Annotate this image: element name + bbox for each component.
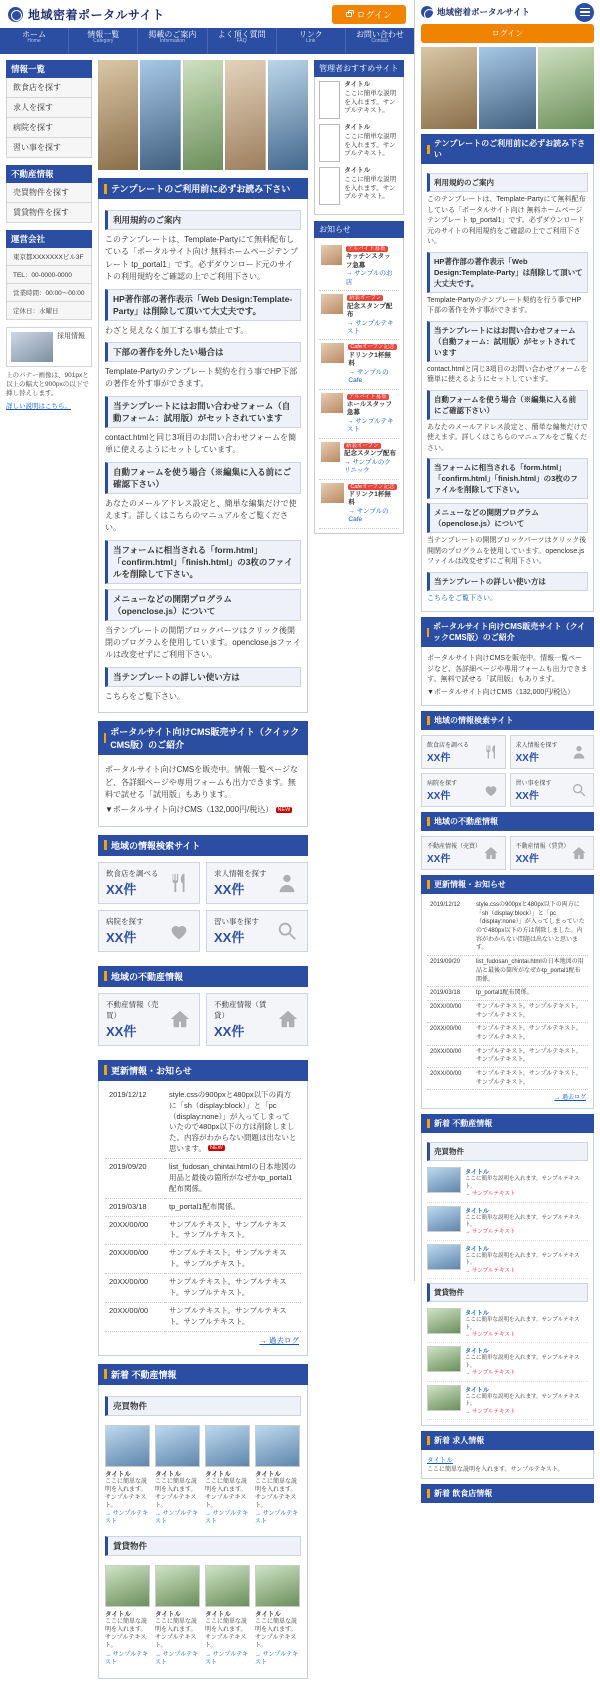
list-item[interactable]: 新装オープン 記念スタンプ配布 → サンプルテキスト [319,291,399,340]
estate-photo [205,1565,250,1607]
person-icon [570,744,588,760]
sidebar [6,60,92,1679]
site-title: 地域密着ポータルサイト [28,7,165,22]
mobile-rent-label: 賃貸物件 [427,1283,588,1302]
new-estate-rent-label: 賃貸物件 [105,1536,301,1556]
sidebar-company-head: 運営会社 [6,230,92,248]
mobile-news-table [427,899,588,1090]
intro-menu-text: 当テンプレートの開閉ブロックパーツはクリック後開閉のプログラムを使用しています。openclose.jsファイルは改変せずにご利用下さい。 [105,625,301,660]
table-row[interactable]: 20XX/00/00 サンプルテキスト。サンプルテキスト。サンプルテキスト。 [427,1068,588,1090]
mobile-terms-text: このテンプレートは、Template-Partyにて無料配布している「ポータルサイト向け 無料ホームページテンプレート tp_portal1」です。必ずダウンロード元のサイトの利用規約をご確認の上でご利用下さい。 [427,196,586,245]
house-icon [276,1008,300,1030]
table-row[interactable]: 2019/03/18 tp_portal1配布関係。 [427,987,588,1001]
main-navigation[interactable] [0,28,414,54]
list-item[interactable]: タイトル ここに簡単な説明を入れます。サンプルテキスト。 → サンプルテキスト [105,1565,150,1667]
cms-badge: NEW [277,807,291,814]
notice-thumbnail [321,442,340,462]
recommended-box [314,77,404,215]
card-lessons[interactable]: 習い事を探す XX件 [206,910,308,952]
estate-photo [105,1425,150,1467]
heart-icon [166,920,192,942]
estate-photo [427,1206,461,1232]
globe-icon [8,7,23,22]
search-card-grid [98,856,308,958]
intro-heading: テンプレートのご利用前に必ずお読み下さい [98,178,308,199]
nav-item-faq[interactable]: よく頂く質問 FAQ [208,28,277,54]
estate-photo [427,1385,461,1411]
job-title[interactable]: タイトル [427,1456,453,1464]
magnifier-icon [570,782,588,798]
intro-more-subhead: 当テンプレートの詳しい使い方は [105,667,301,687]
accent-tick [104,733,106,743]
estate-photo [255,1425,300,1467]
intro-nocopy-text: Template-Partyのテンプレート契約を行う事でHP下部の著作を外す事ができます。 [105,366,298,389]
intro-terms-text: このテンプレートは、Template-Partyにて無料配布している「ポータルサイト向け 無料ホームページテンプレート tp_portal1」です。必ずダウンロード元のサイトの利用規約をご確認の上でご利用下さい。 [105,235,299,282]
mobile-menu-subhead: メニューなどの開閉プログラム（openclose.js）について [427,503,588,533]
notice-head: お知らせ [314,221,404,238]
estate-photo [427,1346,461,1372]
sidebar-item-jobs[interactable]: 求人を探す [6,98,92,118]
mobile-login-button[interactable]: ログイン [421,24,594,43]
cms-panel [98,755,308,827]
table-row[interactable]: 2019/09/20 list_fudosan_chintai.htmlの日本地図の用品と最後の箇所がなぜかtp_portal1配布関係。 [427,956,588,987]
intro-copyright-subhead: HP著作部の著作表示「Web Design:Template-Party」は削除して頂いて大丈夫です。 [105,289,301,321]
list-item[interactable]: タイトル ここに簡単な説明を入れます。サンプルテキスト。 → サンプルテキスト [155,1425,200,1527]
intro-form-subhead: 当テンプレートにはお問い合わせフォーム（自動フォーム：試用版）がセットされています [105,396,301,428]
mobile-search-heading: 地域の情報検索サイト [421,711,594,730]
hero-image-2 [140,60,180,170]
recruit-link[interactable]: 詳しい説明はこちら。 [6,403,71,411]
accent-tick [427,628,429,637]
company-holiday: 定休日：水曜日 [6,302,92,320]
intro-menu-subhead: メニューなどの開閉プログラム（openclose.js）について [105,589,301,621]
card-jobs[interactable]: 求人情報を探す XX件 [510,735,595,769]
sidebar-item-lessons[interactable]: 習い事を探す [6,138,92,158]
mobile-menu-text: 当テンプレートの開閉ブロックパーツはクリック後開閉のプログラムを使用しています。openclose.jsファイルは改変せずにご利用下さい。 [427,537,587,565]
sidebar-item-hospital[interactable]: 病院を探す [6,118,92,138]
mobile-estate-cards [421,836,594,870]
estate-photo [205,1425,250,1467]
cms-heading: ポータルサイト向けCMS販売サイト（クイックCMS版）のご紹介 [98,721,308,755]
mobile-intro-heading: テンプレートのご利用前に必ずお読み下さい [421,134,594,164]
mobile-more-text[interactable]: こちらをご覧下さい。 [427,594,497,602]
hero-image-5 [268,60,308,170]
news-table [105,1087,301,1332]
list-item[interactable]: タイトル ここに簡単な説明を入れます。サンプルテキスト。 → サンプルテキスト [205,1565,250,1667]
mobile-news-panel [421,894,594,1109]
site-thumbnail [319,81,340,119]
estate-photo [105,1565,150,1607]
intro-threefiles-subhead: 当フォームに相当される「form.html」「confirm.html」「finish.html」の3枚のファイルを削除して下さい。 [105,540,301,584]
list-item[interactable]: タイトル ここに簡単な説明を入れます。サンプルテキスト。 → サンプルテキスト [205,1425,250,1527]
mobile-form-text: contact.htmlと同じ3項目のお問い合わせフォームを簡単に使えるようにセットしています。 [427,365,588,383]
notice-thumbnail [321,483,344,503]
list-item[interactable]: タイトル ここに簡単な説明を入れます。サンプルテキスト。 → サンプルテキスト [427,1164,588,1202]
new-estate-sale-label: 売買物件 [105,1396,301,1416]
mobile-cms-panel [421,647,594,706]
mobile-threefiles-subhead: 当フォームに相当される「form.html」「confirm.html」「finish.html」の3枚のファイルを削除して下さい。 [427,458,588,499]
list-item[interactable]: タイトル ここに簡単な説明を入れます。サンプルテキスト。 → サンプルテキスト [427,1343,588,1381]
new-badge: NEW [210,1145,223,1152]
page-body [0,54,414,1685]
recommended-head: 管理者おすすめサイト [314,60,404,77]
mobile-news-heading: 更新情報・お知らせ [421,875,594,894]
new-estate-panel [98,1385,308,1679]
card-restaurant[interactable]: 飲食店を調べる XX件 [421,735,506,769]
login-button[interactable] [332,5,406,24]
hero-image-1 [98,60,138,170]
hero-image-1 [421,47,477,129]
list-item[interactable]: アルバイト募集 キッチンスタッフ急募 → サンプルのお店 [319,242,399,291]
fork-knife-icon [166,872,192,894]
sidebar-estate-head: 不動産情報 [6,165,92,183]
hero-image-3 [183,60,223,170]
accent-tick [104,971,107,981]
notice-box [314,238,404,534]
mobile-logo[interactable] [421,6,530,18]
card-estate-sale[interactable]: 不動産情報（売買） XX件 [98,993,200,1046]
table-row[interactable]: 20XX/00/00 サンプルテキスト。サンプルテキスト。サンプルテキスト。 [105,1274,301,1303]
person-icon [274,872,300,894]
table-row[interactable]: 20XX/00/00 サンプルテキスト。サンプルテキスト。サンプルテキスト。 [427,1023,588,1045]
mobile-header [415,0,600,24]
mobile-intro-panel [421,164,594,612]
hero-image-3 [538,47,594,129]
search-section-heading: 地域の情報検索サイト [98,835,308,856]
list-item[interactable]: タイトル ここに簡単な説明を入れます。サンプルテキスト。 → サンプルテキスト [255,1425,300,1527]
news-panel [98,1081,308,1356]
news-heading: 更新情報・お知らせ [98,1060,308,1081]
mobile-search-cards [421,735,594,807]
company-hours: 営業時間：00:00～00:00 [6,284,92,302]
table-row[interactable]: 2019/03/18 tp_portal1配布関係。 [105,1198,301,1216]
mobile-preview [415,0,600,1498]
estate-photo [427,1244,461,1270]
table-row[interactable]: 20XX/00/00 サンプルテキスト。サンプルテキスト。サンプルテキスト。 [105,1302,301,1331]
recruit-banner[interactable] [6,327,92,367]
mobile-new-estate-panel [421,1133,594,1426]
table-row[interactable]: 20XX/00/00 サンプルテキスト。サンプルテキスト。サンプルテキスト。 [105,1216,301,1245]
accent-tick [104,1369,107,1379]
accent-tick [427,716,430,725]
login-label: ログイン [356,9,392,20]
card-estate-rent[interactable]: 不動産情報（賃貸） XX件 [510,836,595,870]
estate-photo [427,1308,461,1334]
mobile-new-jobs-heading: 新着 求人情報 [421,1431,594,1450]
accent-tick [427,1436,430,1445]
list-item[interactable]: タイトル ここに簡単な説明を入れます。サンプルテキスト。 → サンプルテキスト [427,1203,588,1241]
company-address: 東京都XXXXXXXビル3F [6,248,92,266]
sidebar-estate-block [6,165,92,223]
recruit-thumbnail [11,332,53,362]
list-item[interactable]: タイトル ここに簡単な説明を入れます。サンプルテキスト。 → サンプルテキスト [427,1305,588,1343]
sidebar-info-head: 情報一覧 [6,60,92,78]
list-item[interactable]: タイトル ここに簡単な説明を入れます。サンプルテキスト。 → サンプルテキスト [427,1382,588,1420]
site-thumbnail [319,167,340,205]
new-estate-heading: 新着 不動産情報 [98,1364,308,1385]
mobile-more-subhead: 当テンプレートの詳しい使い方は [427,572,588,591]
list-item[interactable]: Cafeオープン記念 ドリンク1杯無料 → サンプルのCafe [319,480,399,529]
mobile-autoform-text: あなたのメールアドレス設定と、簡単な編集だけで使えます。詳しくはこちらのマニュアルをご覧ください。 [427,423,588,452]
table-row[interactable]: 20XX/00/00 サンプルテキスト。サンプルテキスト。サンプルテキスト。 [427,1000,588,1022]
site-thumbnail [319,124,340,162]
estate-photo [255,1565,300,1607]
table-row[interactable]: 2019/12/12 style.cssの900pxと480px以下の両方に「sh（display:block）」と「pc（display:none）」が入ってしまっていたので480px以下の方は削除しました。内容がわからない問題は出ないと思います。 NEW [105,1087,301,1159]
list-item[interactable]: Cafeオープン記念 ドリンク1杯無料 → サンプルのCafe [319,340,399,389]
fork-knife-icon [482,744,500,760]
magnifier-icon [274,920,300,942]
intro-copyright-text: わざと見えなく加工する事も禁止です。 [105,325,249,335]
accent-tick [104,1065,107,1075]
sidebar-item-restaurant[interactable]: 飲食店を探す [6,78,92,98]
intro-form-text: contact.htmlと同じ3項目のお問い合わせフォームを簡単に使えるようにセットしています。 [105,432,297,455]
house-icon [168,1008,192,1030]
list-item[interactable]: タイトル ここに簡単な説明を入れます。サンプルテキスト。 → サンプルテキスト [255,1565,300,1667]
list-item[interactable]: 新装オープン 記念スタンプ配布 → サンプルのクリニック [319,439,399,480]
house-icon [570,845,588,861]
hero-image-4 [225,60,265,170]
intro-more-text[interactable]: こちらをご覧下さい。 [105,691,185,701]
accent-tick [427,145,430,154]
list-item[interactable]: アルバイト募集 ホールスタッフ急募 → サンプルテキスト [319,390,399,439]
hamburger-menu-icon[interactable] [575,3,594,22]
nav-item-home[interactable]: ホーム Home [0,28,69,54]
sidebar-item-sale[interactable]: 売買物件を探す [6,183,92,203]
accent-tick [427,880,430,889]
intro-panel [98,199,308,713]
cms-price-row [105,804,301,816]
mobile-new-jobs-panel [421,1450,594,1479]
list-item[interactable]: タイトル ここに簡単な説明を入れます。サンプルテキスト。 → サンプルテキスト [155,1565,200,1667]
hero-gallery [98,60,308,170]
notice-thumbnail [321,294,343,314]
list-item[interactable]: タイトル ここに簡単な説明を入れます。サンプルテキスト。 [319,124,399,162]
list-item[interactable]: タイトル ここに簡単な説明を入れます。サンプルテキスト。 → サンプルテキスト [105,1425,150,1527]
card-estate-rent[interactable]: 不動産情報（賃貸） XX件 [206,993,308,1046]
estate-rent-row [105,1560,301,1672]
estate-card-grid [98,987,308,1052]
right-column [314,60,404,1679]
mobile-estate-heading: 地域の不動産情報 [421,812,594,831]
list-item[interactable]: タイトル ここに簡単な説明を入れます。サンプルテキスト。 → サンプルテキスト [427,1241,588,1279]
house-icon [482,845,500,861]
intro-autoform-text: あなたのメールアドレス設定と、簡単な編集だけで使えます。詳しくはこちらのマニュアルをご覧ください。 [105,498,297,533]
list-item[interactable]: タイトル ここに簡単な説明を入れます。サンプルテキスト。 [319,167,399,205]
table-row[interactable]: 2019/09/20 list_fudosan_chintai.htmlの日本地図の用品と最後の箇所がなぜかtp_portal1配布関係。 [105,1159,301,1199]
site-header [0,0,414,28]
table-row[interactable]: 20XX/00/00 サンプルテキスト。サンプルテキスト。サンプルテキスト。 [105,1245,301,1274]
hero-image-2 [479,47,535,129]
nav-item-category[interactable]: 情報一覧 Category [69,28,138,54]
site-logo[interactable] [8,6,165,23]
mobile-nocopy-text: Template-Partyのテンプレート契約を行う事でHP下部の著作を外す事ができます。 [427,296,582,314]
card-restaurant[interactable]: 飲食店を調べる XX件 [98,862,200,904]
card-jobs[interactable]: 求人情報を探す XX件 [206,862,308,904]
estate-section-heading: 地域の不動産情報 [98,966,308,987]
mobile-cms-heading: ポータルサイト向けCMS販売サイト（クイックCMS版）のご紹介 [421,617,594,647]
card-lessons[interactable]: 習い事を探す XX件 [510,773,595,807]
accent-tick [104,184,107,194]
mobile-sale-label: 売買物件 [427,1142,588,1161]
mobile-new-estate-heading: 新着 不動産情報 [421,1114,594,1133]
mobile-form-subhead: 当テンプレートにはお問い合わせフォーム（自動フォーム：試用版）がセットされています [427,321,588,362]
accent-tick [427,817,430,826]
recruit-badge: 採用情報 [57,333,85,340]
estate-photo [155,1565,200,1607]
accent-tick [104,840,107,850]
intro-nocopy-subhead: 下部の著作を外したい場合は [105,342,301,362]
card-hospital[interactable]: 病院を探す XX件 [98,910,200,952]
intro-autoform-subhead: 自動フォームを使う場合（※編集に入る前にご確認下さい） [105,462,301,494]
notice-thumbnail [321,245,342,265]
nav-item-contact[interactable]: お問い合わせ Contact [355,30,404,45]
heart-icon [482,782,500,798]
accent-tick [427,1489,430,1498]
table-row[interactable]: 2019/12/12 style.cssの900pxと480px以下の両方に「sh（display:block）」と「pc（display:none）」が入ってしまっていたので480px以下の方は削除しました。内容がわからない問題は出ないと思います。 [427,899,588,956]
mobile-hero [421,47,594,129]
mobile-cms-text: ポータルサイト向けCMSを販売中。情報一覧ページなど、各詳細ページや専用フォームも出力できます。無料で試せる「試用版」もあります。 [427,655,588,683]
globe-icon [421,6,433,18]
mobile-terms-subhead: 利用規約のご案内 [427,173,588,192]
estate-photo [155,1425,200,1467]
nav-item-information[interactable]: 掲載のご案内 Information [138,28,207,54]
card-hospital[interactable]: 病院を探す XX件 [421,773,506,807]
mobile-new-food-heading: 新着 飲食店情報 [421,1484,594,1503]
cms-text: ポータルサイト向けCMSを販売中。情報一覧ページなど、各詳細ページや専用フォームも出力できます。無料で試せる「試用版」もあります。 [105,765,299,800]
notice-thumbnail [321,343,344,363]
sidebar-info-block [6,60,92,158]
cms-price: ▼ポータルサイト向けCMS（132,000円/税込） [105,805,274,815]
accent-tick [427,1119,430,1128]
estate-sale-row [105,1420,301,1532]
company-tel: TEL：00-0000-0000 [6,266,92,284]
list-item[interactable]: タイトル ここに簡単な説明を入れます。サンプルテキスト。 [319,81,399,119]
mobile-site-title: 地域密着ポータルサイト [437,7,530,17]
main-content [98,60,308,1679]
mobile-autoform-subhead: 自動フォームを使う場合（※編集に入る前にご確認下さい） [427,390,588,420]
recruit-note: 上のバナー画像は、901pxと以上の幅大と900pxの以下で挿し替えします。 [6,372,89,398]
sidebar-company-block [6,230,92,320]
card-estate-sale[interactable]: 不動産情報（売買） XX件 [421,836,506,870]
lock-icon [346,12,352,17]
nav-item-link[interactable]: リンク Link [277,28,346,54]
sidebar-item-rent[interactable]: 賃貸物件を探す [6,203,92,223]
table-row[interactable]: 20XX/00/00 サンプルテキスト。サンプルテキスト。サンプルテキスト。 [427,1045,588,1067]
mobile-news-more-link[interactable]: → 過去ログ [554,1095,586,1102]
estate-photo [427,1167,461,1193]
news-more-link[interactable]: → 過去ログ [259,1335,299,1345]
job-desc: ここに簡単な説明を入れます。サンプルテキスト。 [427,1466,564,1473]
mobile-cms-price: ▼ポータルサイト向けCMS（132,000円/税込） [427,688,575,696]
mobile-copyright-subhead: HP著作部の著作表示「Web Design:Template-Party」は削除して頂いて大丈夫です。 [427,252,588,293]
intro-terms-subhead: 利用規約のご案内 [105,210,301,230]
notice-thumbnail [321,393,343,413]
